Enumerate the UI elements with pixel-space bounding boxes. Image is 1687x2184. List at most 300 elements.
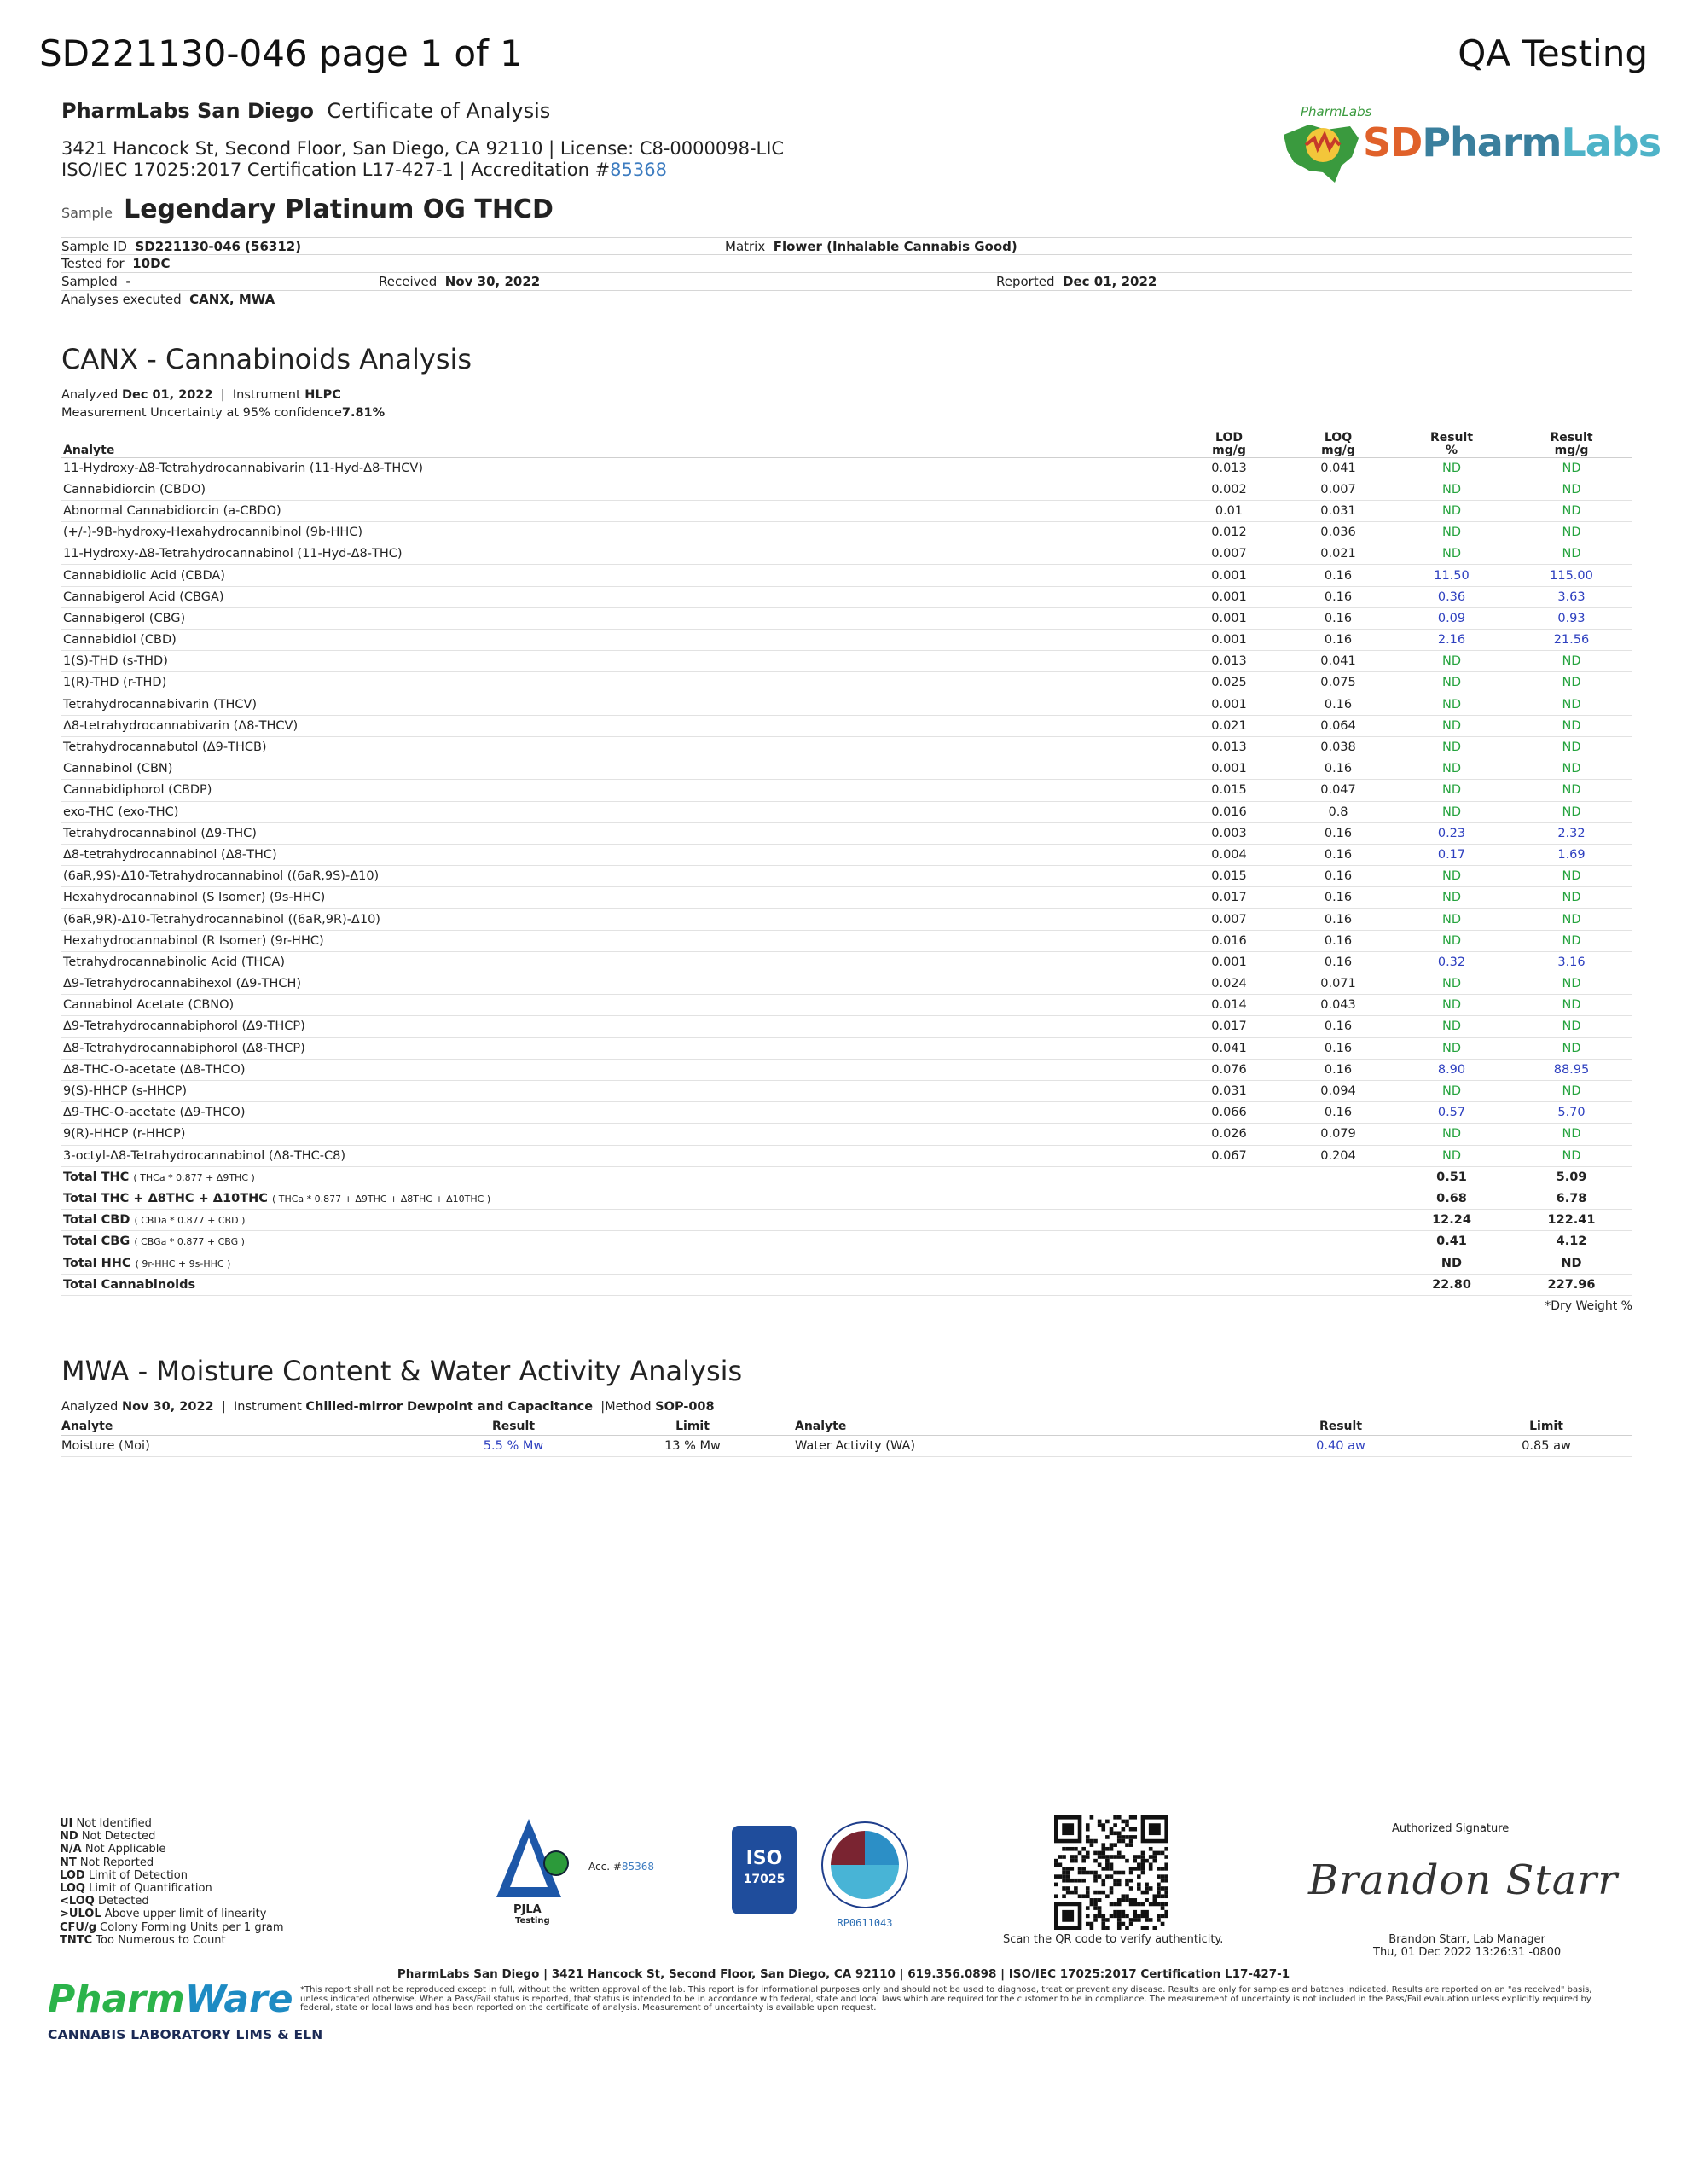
lod-value: 0.015 xyxy=(1174,780,1284,801)
loq-value: 0.16 xyxy=(1284,844,1393,865)
analyte-name: (6aR,9R)-Δ10-Tetrahydrocannabinol ((6aR,9R)-Δ10) xyxy=(61,909,1174,930)
svg-text:Acc. #85368: Acc. #85368 xyxy=(588,1861,655,1873)
water-activity-limit: 0.85 aw xyxy=(1460,1435,1632,1456)
analyte-name: Abnormal Cannabidiorcin (a-CBDO) xyxy=(61,500,1174,521)
analyte-name: 1(S)-THD (s-THD) xyxy=(61,651,1174,672)
result-mg: ND xyxy=(1510,1145,1632,1166)
signature-heading: Authorized Signature xyxy=(1392,1822,1510,1835)
result-mg: ND xyxy=(1510,522,1632,543)
loq-value: 0.047 xyxy=(1284,780,1393,801)
result-mg: ND xyxy=(1510,866,1632,887)
result-mg: ND xyxy=(1510,1037,1632,1059)
sample-id: SD221130-046 (56312) xyxy=(135,239,302,254)
mwa-table xyxy=(61,1418,1632,1457)
result-mg: ND xyxy=(1510,543,1632,565)
result-pct: ND xyxy=(1393,909,1510,930)
result-pct: ND xyxy=(1393,479,1510,500)
result-pct: 2.16 xyxy=(1393,630,1510,651)
result-mg: ND xyxy=(1510,736,1632,758)
loq-value: 0.16 xyxy=(1284,951,1393,973)
result-pct: 0.17 xyxy=(1393,844,1510,865)
total-pct: ND xyxy=(1393,1252,1510,1274)
total-formula: ( CBDa * 0.877 + CBD ) xyxy=(134,1215,246,1227)
pharmware-tagline: CANNABIS LABORATORY LIMS & ELN xyxy=(48,2027,323,2042)
table-row xyxy=(61,1124,1632,1145)
meta-row-2: Tested for 10DC xyxy=(61,255,1632,273)
col-lod: LOD mg/g xyxy=(1174,427,1284,457)
moisture-name: Moisture (Moi) xyxy=(61,1435,437,1456)
total-row xyxy=(61,1166,1632,1188)
col-result-mg: Result mg/g xyxy=(1510,427,1632,457)
total-mg: 227.96 xyxy=(1510,1274,1632,1295)
mwa-subheader: Analyzed Nov 30, 2022 | Instrument Chilled-mirror Dewpoint and Capacitance |Method SOP-008 xyxy=(61,1400,715,1414)
loq-value: 0.8 xyxy=(1284,801,1393,822)
loq-value: 0.031 xyxy=(1284,500,1393,521)
table-row xyxy=(61,715,1632,736)
sample-heading xyxy=(61,195,554,224)
loq-value: 0.16 xyxy=(1284,887,1393,909)
loq-value: 0.075 xyxy=(1284,672,1393,694)
table-row xyxy=(61,736,1632,758)
legend-item: UI Not Identified xyxy=(60,1817,152,1830)
result-pct: ND xyxy=(1393,1037,1510,1059)
signature: Brandon Starr xyxy=(1308,1856,1619,1904)
loq-value: 0.16 xyxy=(1284,930,1393,951)
total-row xyxy=(61,1210,1632,1231)
result-pct: ND xyxy=(1393,973,1510,995)
tested-for: 10DC xyxy=(132,256,171,271)
analyte-name: 11-Hydroxy-Δ8-Tetrahydrocannabinol (11-Hyd-Δ8-THC) xyxy=(61,543,1174,565)
lod-value: 0.024 xyxy=(1174,973,1284,995)
total-formula: ( 9r-HHC + 9s-HHC ) xyxy=(135,1258,231,1269)
result-pct: 0.57 xyxy=(1393,1102,1510,1124)
table-row xyxy=(61,500,1632,521)
loq-value: 0.043 xyxy=(1284,995,1393,1016)
lod-value: 0.003 xyxy=(1174,822,1284,844)
result-pct: ND xyxy=(1393,780,1510,801)
mwa-col-limit-2: Limit xyxy=(1460,1418,1632,1435)
result-pct: ND xyxy=(1393,457,1510,479)
table-row xyxy=(61,866,1632,887)
loq-value: 0.021 xyxy=(1284,543,1393,565)
dea-number: RP0611043 xyxy=(837,1917,893,1929)
result-pct: ND xyxy=(1393,995,1510,1016)
analyte-name: Δ9-Tetrahydrocannabihexol (Δ9-THCH) xyxy=(61,973,1174,995)
result-mg: ND xyxy=(1510,758,1632,780)
lod-value: 0.007 xyxy=(1174,543,1284,565)
lod-value: 0.01 xyxy=(1174,500,1284,521)
legend-item: N/A Not Applicable xyxy=(60,1843,166,1856)
result-mg: ND xyxy=(1510,651,1632,672)
result-mg: ND xyxy=(1510,672,1632,694)
lab-header xyxy=(61,99,550,123)
analyte-name: Δ8-tetrahydrocannabinol (Δ8-THC) xyxy=(61,844,1174,865)
disclaimer: *This report shall not be reproduced except in full, without the written approval of the lab. This report is for informational purposes only and should not be used to diagnose, treat or prevent any disease. Results are only for samples and batches indicated. Results are reported on an "as received" basis, unless indicated otherwise. When a Pass/Fail status is reported, that status is intended to be in accordance with federal, state and local laws which are required for the customer to be in compliance. The measurement of uncertainty is not included in the Pass/Fail evaluation unless explicitly required by federal, state or local laws and has been reported on the certificate of analysis. Measurement of uncertainty is available upon request. xyxy=(300,1985,1592,2013)
result-pct: ND xyxy=(1393,887,1510,909)
result-pct: 0.09 xyxy=(1393,607,1510,629)
lod-value: 0.016 xyxy=(1174,801,1284,822)
footer-address: PharmLabs San Diego | 3421 Hancock St, Second Floor, San Diego, CA 92110 | 619.356.0898 | ISO/IEC 17025:2017 Certification L17-427-1 xyxy=(397,1967,1290,1981)
result-mg: 1.69 xyxy=(1510,844,1632,865)
svg-text:PJLA: PJLA xyxy=(513,1903,542,1916)
lod-value: 0.013 xyxy=(1174,736,1284,758)
total-name: Total Cannabinoids xyxy=(61,1274,1174,1295)
lod-value: 0.067 xyxy=(1174,1145,1284,1166)
doc-title: Certificate of Analysis xyxy=(327,99,551,123)
analyte-name: 11-Hydroxy-Δ8-Tetrahydrocannabivarin (11-Hyd-Δ8-THCV) xyxy=(61,457,1174,479)
iso-17025-badge: ISO 17025 xyxy=(732,1826,797,1914)
table-row xyxy=(61,822,1632,844)
legend-item: >ULOL Above upper limit of linearity xyxy=(60,1908,267,1921)
analyses: CANX, MWA xyxy=(189,292,275,307)
table-row xyxy=(61,780,1632,801)
lab-name: PharmLabs San Diego xyxy=(61,99,315,123)
legend-item: <LOQ Detected xyxy=(60,1895,149,1908)
analyte-name: Cannabidiolic Acid (CBDA) xyxy=(61,565,1174,586)
lod-value: 0.001 xyxy=(1174,630,1284,651)
table-row xyxy=(61,995,1632,1016)
analyte-name: Δ9-Tetrahydrocannabiphorol (Δ9-THCP) xyxy=(61,1016,1174,1037)
result-mg: 0.93 xyxy=(1510,607,1632,629)
lod-value: 0.017 xyxy=(1174,887,1284,909)
analyte-name: (6aR,9S)-Δ10-Tetrahydrocannabinol ((6aR,9S)-Δ10) xyxy=(61,866,1174,887)
table-row xyxy=(61,1080,1632,1101)
legend-item: LOD Limit of Detection xyxy=(60,1868,188,1882)
legend-item: TNTC Too Numerous to Count xyxy=(60,1933,226,1947)
result-pct: ND xyxy=(1393,651,1510,672)
water-activity-result: 0.40 aw xyxy=(1221,1435,1460,1456)
canx-subheader: Analyzed Dec 01, 2022 | Instrument HLPC Measurement Uncertainty at 95% confidence7.81% xyxy=(61,388,386,420)
received-date: Nov 30, 2022 xyxy=(444,274,541,289)
total-pct: 0.68 xyxy=(1393,1188,1510,1209)
total-mg: ND xyxy=(1510,1252,1632,1274)
table-row xyxy=(61,651,1632,672)
result-mg: ND xyxy=(1510,479,1632,500)
result-pct: ND xyxy=(1393,758,1510,780)
table-row xyxy=(61,1102,1632,1124)
table-row xyxy=(61,1016,1632,1037)
table-row xyxy=(61,630,1632,651)
result-mg: 2.32 xyxy=(1510,822,1632,844)
total-row xyxy=(61,1188,1632,1209)
result-mg: 88.95 xyxy=(1510,1059,1632,1080)
result-mg: ND xyxy=(1510,801,1632,822)
lod-value: 0.001 xyxy=(1174,565,1284,586)
total-formula: ( THCa * 0.877 + Δ9THC + Δ8THC + Δ10THC ) xyxy=(271,1193,491,1205)
lod-value: 0.015 xyxy=(1174,866,1284,887)
moisture-result: 5.5 % Mw xyxy=(437,1435,590,1456)
meta-row-3: Sampled - Received Nov 30, 2022 Reported Dec 01, 2022 xyxy=(61,273,1632,291)
lod-value: 0.002 xyxy=(1174,479,1284,500)
result-mg: ND xyxy=(1510,715,1632,736)
table-row xyxy=(61,844,1632,865)
lod-value: 0.013 xyxy=(1174,651,1284,672)
analyte-name: 9(S)-HHCP (s-HHCP) xyxy=(61,1080,1174,1101)
signed-at: Thu, 01 Dec 2022 13:26:31 -0800 xyxy=(1373,1946,1562,1959)
result-mg: ND xyxy=(1510,780,1632,801)
analyte-name: Δ8-Tetrahydrocannabiphorol (Δ8-THCP) xyxy=(61,1037,1174,1059)
lod-value: 0.001 xyxy=(1174,951,1284,973)
result-pct: 0.23 xyxy=(1393,822,1510,844)
loq-value: 0.16 xyxy=(1284,909,1393,930)
analyte-name: 9(R)-HHCP (r-HHCP) xyxy=(61,1124,1174,1145)
result-pct: ND xyxy=(1393,543,1510,565)
loq-value: 0.041 xyxy=(1284,651,1393,672)
analyte-name: Hexahydrocannabinol (R Isomer) (9r-HHC) xyxy=(61,930,1174,951)
result-pct: ND xyxy=(1393,866,1510,887)
result-mg: 5.70 xyxy=(1510,1102,1632,1124)
result-mg: ND xyxy=(1510,457,1632,479)
canx-uncertainty: 7.81% xyxy=(341,406,386,420)
analyte-name: Tetrahydrocannabivarin (THCV) xyxy=(61,694,1174,715)
table-row xyxy=(61,586,1632,607)
loq-value: 0.16 xyxy=(1284,1037,1393,1059)
legend-item: ND Not Detected xyxy=(60,1830,156,1844)
total-name: Total CBD ( CBDa * 0.877 + CBD ) xyxy=(61,1210,1174,1231)
result-pct: ND xyxy=(1393,801,1510,822)
result-mg: ND xyxy=(1510,1080,1632,1101)
analyte-name: Cannabinol (CBN) xyxy=(61,758,1174,780)
qr-caption: Scan the QR code to verify authenticity. xyxy=(1003,1933,1224,1946)
analyte-name: Δ8-THC-O-acetate (Δ8-THCO) xyxy=(61,1059,1174,1080)
result-pct: 0.36 xyxy=(1393,586,1510,607)
col-loq: LOQ mg/g xyxy=(1284,427,1393,457)
result-mg: 115.00 xyxy=(1510,565,1632,586)
mwa-col-result: Result xyxy=(437,1418,590,1435)
analyte-name: Cannabigerol (CBG) xyxy=(61,607,1174,629)
lod-value: 0.021 xyxy=(1174,715,1284,736)
qr-code[interactable] xyxy=(1054,1815,1168,1930)
logo-wordmark: SDPharmLabs xyxy=(1363,119,1661,166)
lod-value: 0.001 xyxy=(1174,607,1284,629)
loq-value: 0.079 xyxy=(1284,1124,1393,1145)
table-row xyxy=(61,930,1632,951)
mwa-col-analyte-2: Analyte xyxy=(795,1418,1221,1435)
total-name: Total THC ( THCa * 0.877 + Δ9THC ) xyxy=(61,1166,1174,1188)
result-pct: ND xyxy=(1393,930,1510,951)
table-header-row xyxy=(61,427,1632,457)
result-pct: 8.90 xyxy=(1393,1059,1510,1080)
loq-value: 0.16 xyxy=(1284,1059,1393,1080)
svg-text:Testing: Testing xyxy=(515,1916,550,1925)
mwa-col-analyte: Analyte xyxy=(61,1418,437,1435)
total-mg: 5.09 xyxy=(1510,1166,1632,1188)
result-pct: ND xyxy=(1393,694,1510,715)
lod-value: 0.026 xyxy=(1174,1124,1284,1145)
table-row xyxy=(61,1059,1632,1080)
lod-value: 0.016 xyxy=(1174,930,1284,951)
loq-value: 0.041 xyxy=(1284,457,1393,479)
result-mg: ND xyxy=(1510,887,1632,909)
table-row xyxy=(61,909,1632,930)
table-row xyxy=(61,758,1632,780)
lod-value: 0.012 xyxy=(1174,522,1284,543)
lod-value: 0.041 xyxy=(1174,1037,1284,1059)
table-row xyxy=(61,951,1632,973)
analyte-name: 3-octyl-Δ8-Tetrahydrocannabinol (Δ8-THC-C8) xyxy=(61,1145,1174,1166)
legend-item: LOQ Limit of Quantification xyxy=(60,1882,212,1896)
lod-value: 0.014 xyxy=(1174,995,1284,1016)
analyte-name: 1(R)-THD (r-THD) xyxy=(61,672,1174,694)
legend-item: NT Not Reported xyxy=(60,1856,154,1869)
meta-row-4: Analyses executed CANX, MWA xyxy=(61,292,275,307)
result-pct: ND xyxy=(1393,672,1510,694)
loq-value: 0.16 xyxy=(1284,1016,1393,1037)
result-pct: ND xyxy=(1393,1145,1510,1166)
table-row xyxy=(61,607,1632,629)
analyte-name: Δ8-tetrahydrocannabivarin (Δ8-THCV) xyxy=(61,715,1174,736)
reported-date: Dec 01, 2022 xyxy=(1063,274,1157,289)
result-pct: ND xyxy=(1393,500,1510,521)
water-activity-name: Water Activity (WA) xyxy=(795,1435,1221,1456)
total-pct: 0.51 xyxy=(1393,1166,1510,1188)
lab-address xyxy=(61,138,784,181)
mwa-row xyxy=(61,1435,1632,1456)
iso-line: ISO/IEC 17025:2017 Certification L17-427-1 | Accreditation #85368 xyxy=(61,160,667,180)
sampled: - xyxy=(125,274,131,289)
analyte-name: Cannabigerol Acid (CBGA) xyxy=(61,586,1174,607)
total-mg: 122.41 xyxy=(1510,1210,1632,1231)
mwa-header-row xyxy=(61,1418,1632,1435)
legend-item: CFU/g Colony Forming Units per 1 gram xyxy=(60,1920,284,1934)
result-mg: ND xyxy=(1510,694,1632,715)
meta-row-1: Sample ID SD221130-046 (56312) Matrix Flower (Inhalable Cannabis Good) xyxy=(61,237,1632,255)
table-row xyxy=(61,1145,1632,1166)
abbreviation-legend xyxy=(60,1817,284,1947)
table-row xyxy=(61,672,1632,694)
total-pct: 22.80 xyxy=(1393,1274,1510,1295)
logo-badge-text: PharmLabs xyxy=(1301,104,1372,119)
table-row xyxy=(61,973,1632,995)
analyte-name: Tetrahydrocannabutol (Δ9-THCB) xyxy=(61,736,1174,758)
loq-value: 0.16 xyxy=(1284,822,1393,844)
mwa-title: MWA - Moisture Content & Water Activity Analysis xyxy=(61,1355,743,1387)
cannabinoids-table xyxy=(61,427,1632,1296)
table-row xyxy=(61,1037,1632,1059)
canx-title: CANX - Cannabinoids Analysis xyxy=(61,343,472,375)
loq-value: 0.036 xyxy=(1284,522,1393,543)
dea-badge xyxy=(817,1819,913,1930)
result-mg: ND xyxy=(1510,995,1632,1016)
loq-value: 0.16 xyxy=(1284,607,1393,629)
pharmware-logo: PharmWare xyxy=(48,1978,293,2021)
mwa-col-limit: Limit xyxy=(590,1418,795,1435)
result-mg: ND xyxy=(1510,500,1632,521)
matrix: Flower (Inhalable Cannabis Good) xyxy=(773,239,1017,254)
analyte-name: Cannabinol Acetate (CBNO) xyxy=(61,995,1174,1016)
lod-value: 0.066 xyxy=(1174,1102,1284,1124)
mwa-analyzed-date: Nov 30, 2022 xyxy=(121,1400,214,1414)
result-pct: ND xyxy=(1393,1124,1510,1145)
loq-value: 0.16 xyxy=(1284,565,1393,586)
mwa-col-result-2: Result xyxy=(1221,1418,1460,1435)
dry-weight-note: *Dry Weight % xyxy=(1545,1299,1632,1313)
result-pct: ND xyxy=(1393,715,1510,736)
analyte-name: Hexahydrocannabinol (S Isomer) (9s-HHC) xyxy=(61,887,1174,909)
table-row xyxy=(61,479,1632,500)
lod-value: 0.025 xyxy=(1174,672,1284,694)
loq-value: 0.071 xyxy=(1284,973,1393,995)
loq-value: 0.16 xyxy=(1284,694,1393,715)
sample-label: Sample xyxy=(61,205,113,221)
result-pct: 0.32 xyxy=(1393,951,1510,973)
mwa-instrument: Chilled-mirror Dewpoint and Capacitance xyxy=(305,1400,594,1414)
loq-value: 0.16 xyxy=(1284,1102,1393,1124)
total-name: Total CBG ( CBGa * 0.877 + CBG ) xyxy=(61,1231,1174,1252)
loq-value: 0.16 xyxy=(1284,630,1393,651)
total-mg: 6.78 xyxy=(1510,1188,1632,1209)
table-row xyxy=(61,694,1632,715)
mwa-method: SOP-008 xyxy=(655,1400,715,1414)
result-mg: 3.16 xyxy=(1510,951,1632,973)
analyte-name: Tetrahydrocannabinol (Δ9-THC) xyxy=(61,822,1174,844)
loq-value: 0.16 xyxy=(1284,586,1393,607)
total-row xyxy=(61,1231,1632,1252)
canx-instrument: HLPC xyxy=(304,388,341,402)
page-id: SD221130-046 page 1 of 1 xyxy=(39,32,523,74)
result-mg: ND xyxy=(1510,1016,1632,1037)
total-name: Total HHC ( 9r-HHC + 9s-HHC ) xyxy=(61,1252,1174,1274)
loq-value: 0.204 xyxy=(1284,1145,1393,1166)
lod-value: 0.017 xyxy=(1174,1016,1284,1037)
table-row xyxy=(61,801,1632,822)
analyte-name: Cannabidiorcin (CBDO) xyxy=(61,479,1174,500)
loq-value: 0.16 xyxy=(1284,758,1393,780)
loq-value: 0.094 xyxy=(1284,1080,1393,1101)
qa-label: QA Testing xyxy=(1458,32,1648,74)
total-name: Total THC + Δ8THC + Δ10THC ( THCa * 0.877 + Δ9THC + Δ8THC + Δ10THC ) xyxy=(61,1188,1174,1209)
table-row xyxy=(61,543,1632,565)
loq-value: 0.007 xyxy=(1284,479,1393,500)
result-mg: ND xyxy=(1510,1124,1632,1145)
address-line: 3421 Hancock St, Second Floor, San Diego, CA 92110 | License: C8-0000098-LIC xyxy=(61,138,785,159)
analyte-name: (+/-)-9B-hydroxy-Hexahydrocannibinol (9b-HHC) xyxy=(61,522,1174,543)
lod-value: 0.001 xyxy=(1174,758,1284,780)
pjla-badge xyxy=(495,1815,665,1925)
total-pct: 12.24 xyxy=(1393,1210,1510,1231)
lod-value: 0.076 xyxy=(1174,1059,1284,1080)
result-pct: 11.50 xyxy=(1393,565,1510,586)
table-row xyxy=(61,565,1632,586)
result-mg: ND xyxy=(1510,973,1632,995)
analyte-name: Tetrahydrocannabinolic Acid (THCA) xyxy=(61,951,1174,973)
total-formula: ( CBGa * 0.877 + CBG ) xyxy=(134,1236,245,1248)
canx-analyzed-date: Dec 01, 2022 xyxy=(121,388,213,402)
col-result-pct: Result % xyxy=(1393,427,1510,457)
analyte-name: Cannabidiol (CBD) xyxy=(61,630,1174,651)
result-pct: ND xyxy=(1393,1080,1510,1101)
table-row xyxy=(61,887,1632,909)
moisture-limit: 13 % Mw xyxy=(590,1435,795,1456)
result-mg: ND xyxy=(1510,909,1632,930)
lod-value: 0.004 xyxy=(1174,844,1284,865)
result-mg: 21.56 xyxy=(1510,630,1632,651)
loq-value: 0.16 xyxy=(1284,866,1393,887)
total-mg: 4.12 xyxy=(1510,1231,1632,1252)
total-row xyxy=(61,1252,1632,1274)
analyte-name: Cannabidiphorol (CBDP) xyxy=(61,780,1174,801)
col-analyte: Analyte xyxy=(61,427,1174,457)
result-pct: ND xyxy=(1393,1016,1510,1037)
lod-value: 0.031 xyxy=(1174,1080,1284,1101)
analyte-name: Δ9-THC-O-acetate (Δ9-THCO) xyxy=(61,1102,1174,1124)
table-row xyxy=(61,457,1632,479)
lod-value: 0.001 xyxy=(1174,694,1284,715)
result-mg: 3.63 xyxy=(1510,586,1632,607)
accreditation-link[interactable]: 85368 xyxy=(610,160,667,180)
result-pct: ND xyxy=(1393,736,1510,758)
sample-name: Legendary Platinum OG THCD xyxy=(124,195,554,224)
